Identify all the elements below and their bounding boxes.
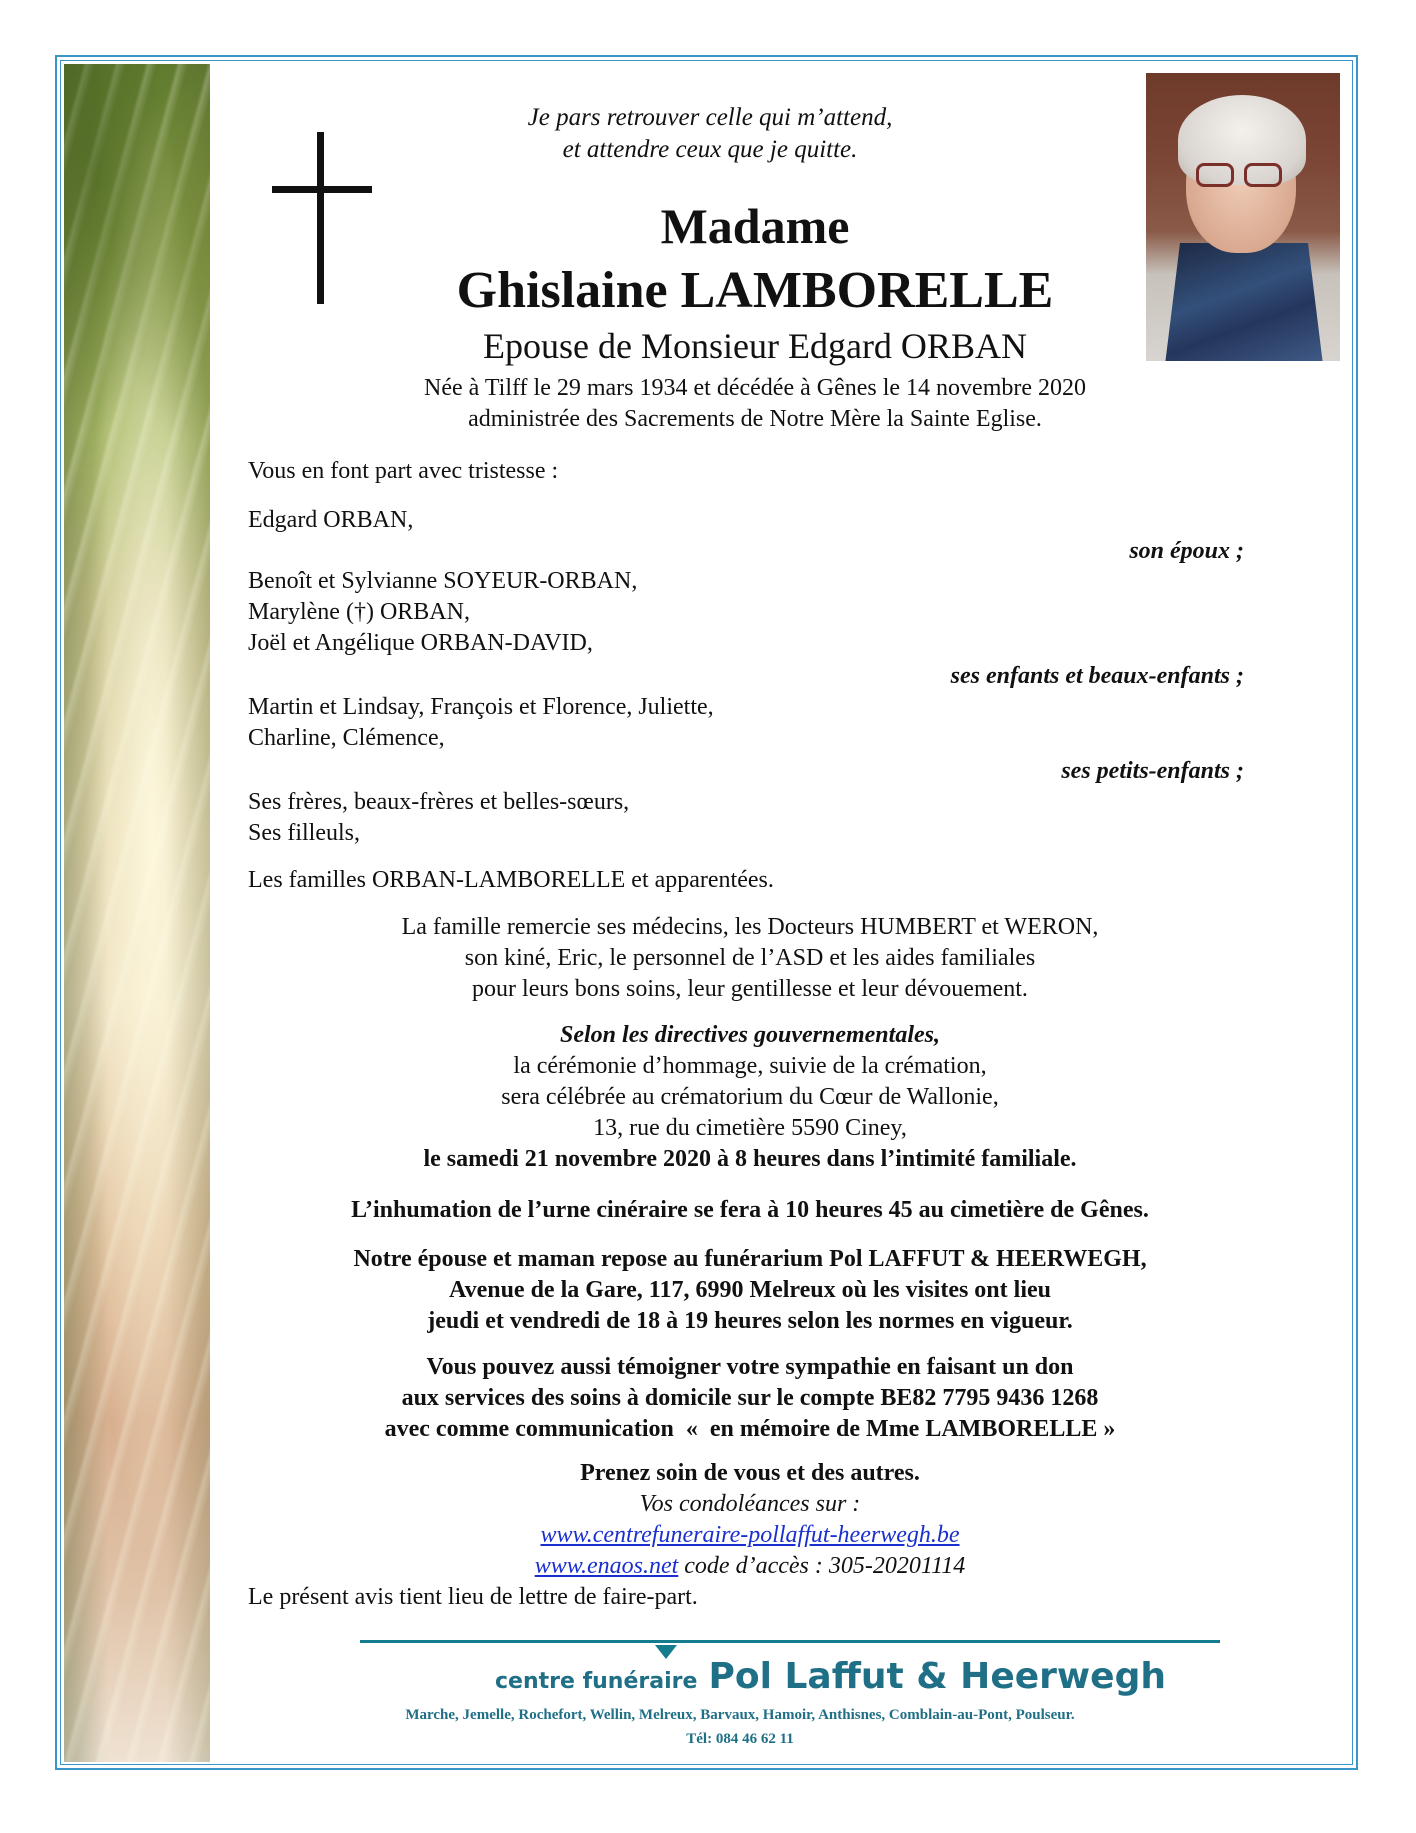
dates-block — [330, 373, 1180, 435]
funeral-home-link[interactable]: www.centrefuneraire-pollaffut-heerwegh.be — [540, 1522, 960, 1548]
list-item: Benoît et Sylvianne SOYEUR-ORBAN, — [248, 568, 638, 594]
thanks-block — [250, 912, 1250, 1005]
visits-line: Notre épouse et maman repose au funérarium Pol LAFFUT & HEERWEGH, — [353, 1246, 1147, 1272]
siblings-list — [248, 787, 629, 849]
towns-list: Marche, Jemelle, Rochefort, Wellin, Melreux, Barvaux, Hamoir, Anthisnes, Comblain-au-Pont, Poulseur. — [405, 1707, 1075, 1723]
ceremony-block — [250, 1020, 1250, 1175]
ceremony-line: sera célébrée au crématorium du Cœur de Wallonie, — [501, 1084, 999, 1110]
funeral-home-logo — [495, 1656, 1166, 1697]
access-code: code d’accès : 305-20201114 — [678, 1553, 966, 1579]
visits-line: Avenue de la Gare, 117, 6990 Melreux où les visites ont lieu — [449, 1277, 1051, 1303]
portrait-photo — [1146, 73, 1340, 361]
spouse-role: son époux ; — [1129, 538, 1244, 564]
thanks-line: son kiné, Eric, le personnel de l’ASD et les aides familiales — [464, 945, 1036, 971]
list-item: Marylène (†) ORBAN, — [248, 599, 470, 625]
condolences-label: Vos condoléances sur : — [639, 1491, 861, 1517]
dates-line: Née à Tilff le 29 mars 1934 et décédée à Gênes le 14 novembre 2020 — [423, 375, 1087, 401]
cross-icon — [272, 132, 372, 304]
grandchildren-role: ses petits-enfants ; — [1061, 758, 1244, 784]
footer-divider — [360, 1640, 1220, 1643]
epigraph-line: et attendre ceux que je quitte. — [562, 136, 858, 163]
list-item: Ses frères, beaux-frères et belles-sœurs, — [248, 789, 630, 815]
epigraph-line: Je pars retrouver celle qui m’attend, — [527, 104, 893, 131]
honorific: Madame — [660, 198, 850, 254]
donation-line: aux services des soins à domicile sur le compte BE82 7795 9436 1268 — [401, 1385, 1099, 1411]
donation-block — [250, 1352, 1250, 1445]
donation-line: Vous pouvez aussi témoigner votre sympathie en faisant un don — [426, 1354, 1074, 1380]
families-line: Les familles ORBAN-LAMBORELLE et apparentées. — [248, 867, 774, 893]
ceremony-address: 13, rue du cimetière 5590 Ciney, — [593, 1115, 907, 1141]
closing-block — [250, 1458, 1250, 1582]
list-item: Joël et Angélique ORBAN-DAVID, — [248, 630, 593, 656]
spouse-line: Epouse de Monsieur Edgard ORBAN — [483, 326, 1027, 366]
visits-line: jeudi et vendredi de 18 à 19 heures selon les normes en vigueur. — [427, 1308, 1073, 1334]
epigraph — [360, 102, 1060, 166]
donation-line: avec comme communication « en mémoire de Mme LAMBORELLE » — [384, 1416, 1116, 1442]
ceremony-date: le samedi 21 novembre 2020 à 8 heures dans l’intimité familiale. — [423, 1146, 1077, 1172]
spouse-name: Edgard ORBAN, — [248, 507, 414, 533]
list-item: Martin et Lindsay, François et Florence, Juliette, — [248, 694, 714, 720]
list-item: Charline, Clémence, — [248, 725, 445, 751]
thanks-line: La famille remercie ses médecins, les Docteurs HUMBERT et WERON, — [401, 914, 1099, 940]
enaos-link[interactable]: www.enaos.net — [534, 1553, 679, 1579]
grandchildren-list — [248, 692, 714, 754]
children-role: ses enfants et beaux-enfants ; — [950, 663, 1244, 689]
care-line: Prenez soin de vous et des autres. — [580, 1460, 920, 1486]
logo-subtitle: centre funéraire — [495, 1669, 698, 1694]
ceremony-line: la cérémonie d’hommage, suivie de la crémation, — [513, 1053, 987, 1079]
notice-line: Le présent avis tient lieu de lettre de faire-part. — [248, 1584, 698, 1610]
deceased-name: Ghislaine LAMBORELLE — [456, 262, 1054, 319]
phone-number: Tél: 084 46 62 11 — [686, 1731, 794, 1747]
children-list — [248, 566, 637, 659]
family-intro: Vous en font part avec tristesse : — [248, 458, 559, 484]
thanks-line: pour leurs bons soins, leur gentillesse et leur dévouement. — [472, 976, 1028, 1002]
logo-title: Pol Laffut & Heerwegh — [708, 1656, 1166, 1697]
directive-line: Selon les directives gouvernementales, — [560, 1022, 940, 1048]
visits-block — [250, 1244, 1250, 1337]
forest-path-photo — [64, 64, 210, 1762]
inhumation-line: L’inhumation de l’urne cinéraire se fera à 10 heures 45 au cimetière de Gênes. — [351, 1197, 1149, 1223]
list-item: Ses filleuls, — [248, 820, 360, 846]
sacraments-line: administrée des Sacrements de Notre Mère la Sainte Eglise. — [468, 406, 1042, 432]
